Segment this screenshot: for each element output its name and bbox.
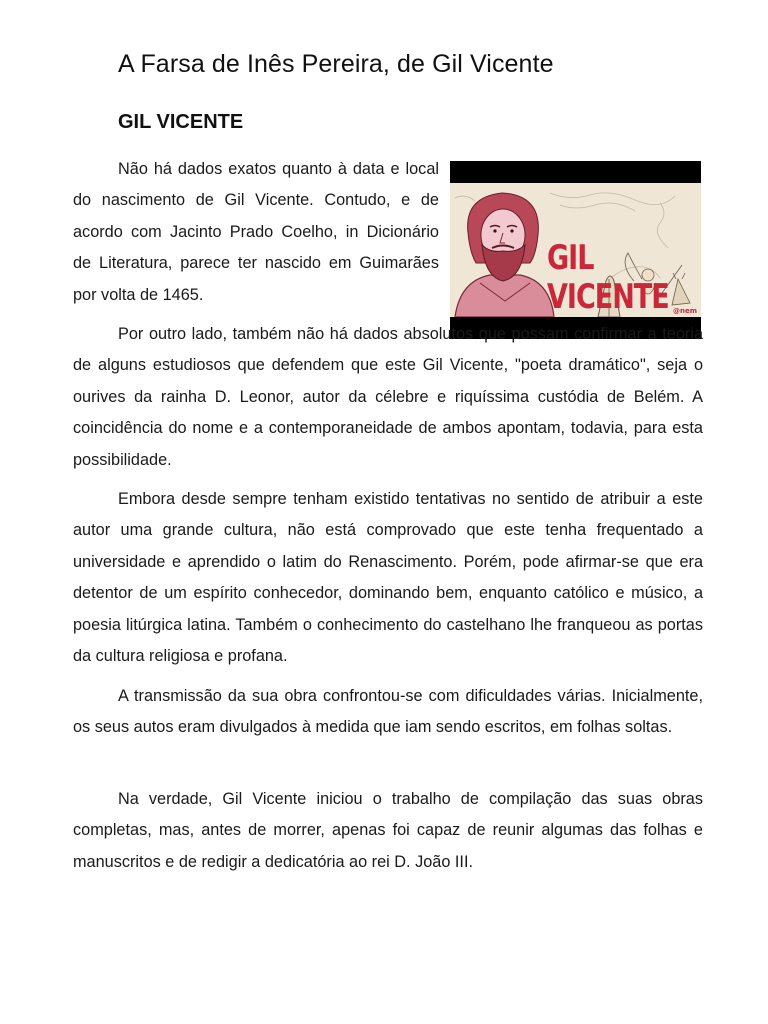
paragraph-3: Embora desde sempre tenham existido tentativas no sentido de atribuir a este autor uma grande cultura, não está comprovado que este tenha frequentado a universidade e aprendido o latim do Renascimento. Porém, pode afirmar-se que era detentor de um espírito conhecedor, dominando bem, enquanto católico e músico, a poesia litúrgica latina. Também o conhecimento do castelhano lhe franqueou as portas da cultura religiosa e profana. (73, 490, 703, 666)
watermark-badge: @nem (672, 307, 697, 315)
paragraph-5: Na verdade, Gil Vicente iniciou o trabalho de compilação das suas obras completas, mas, antes de morrer, apenas foi capaz de reunir algumas das folhas e manuscritos e de redigir a dedicatória ao rei D. João III. (73, 790, 703, 871)
image-banner (450, 183, 701, 317)
gil-vicente-image (450, 161, 701, 339)
paragraph-1: Não há dados exatos quanto à data e local do nascimento de Gil Vicente. Contudo, e de acordo com Jacinto Prado Coelho, in Dicionário de Literatura, parece ter nascido em Guimarães por volta de 1465. (73, 160, 439, 304)
document-title: A Farsa de Inês Pereira, de Gil Vicente (118, 50, 554, 78)
paragraph-2: Por outro lado, também não há dados absolutos que possam confirmar a teoria de alguns estudiosos que defendem que este Gil Vicente, "poeta dramático", seja o ourives da rainha D. Leonor, autor da célebre e riquíssima custódia de Belém. A coincidência do nome e a contemporaneidade de ambos apontam, todavia, para esta possibilidade. (73, 325, 703, 469)
paragraph-4: A transmissão da sua obra confrontou-se com dificuldades várias. Inicialmente, os seus autos eram divulgados à medida que iam sendo escritos, em folhas soltas. (73, 687, 703, 737)
section-heading: GIL VICENTE (118, 111, 244, 133)
banner-title: GIL VICENTE (547, 239, 669, 317)
